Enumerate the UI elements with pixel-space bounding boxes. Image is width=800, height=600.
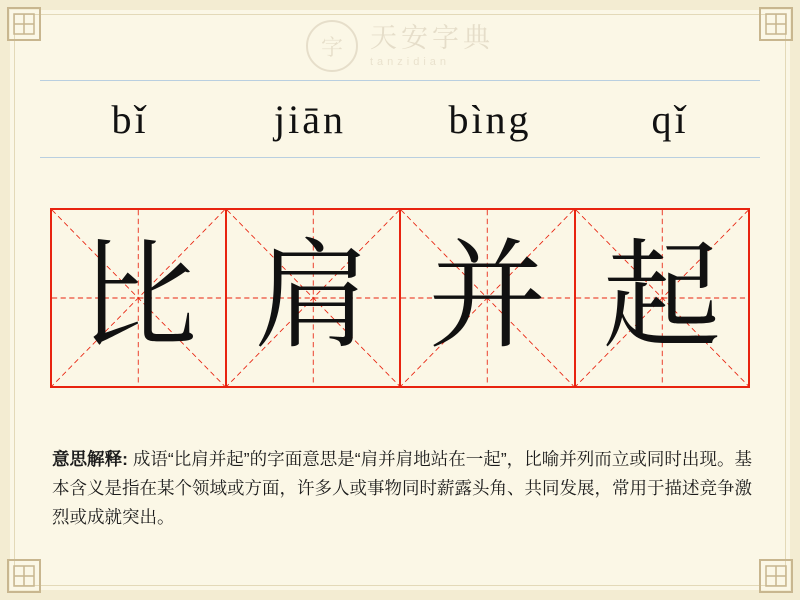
site-watermark <box>306 20 494 72</box>
corner-ornament-top-left <box>6 6 42 42</box>
corner-ornament-top-right <box>758 6 794 42</box>
character-cell-2 <box>227 210 402 386</box>
pinyin-cell-2: jiān <box>274 96 346 142</box>
explanation-label: 意思解释: <box>52 449 128 469</box>
explanation-text: 成语“比肩并起”的字面意思是“肩并肩地站在一起”，比喻并列而立或同时出现。基本含义是指在某个领域或方面，许多人或事物同时薪露头角、共同发展，常用于描述竞争激烈或成就突出。 <box>52 449 752 527</box>
corner-ornament-bottom-right <box>758 558 794 594</box>
pinyin-cell-1: bǐ <box>111 96 149 142</box>
pinyin-row <box>40 80 760 158</box>
explanation-block <box>52 445 752 532</box>
corner-ornament-bottom-left <box>6 558 42 594</box>
pinyin-cell-3: bìng <box>448 96 532 142</box>
character-2: 肩 <box>253 232 372 363</box>
watermark-text <box>370 22 494 68</box>
character-1: 比 <box>79 232 198 363</box>
character-4: 起 <box>602 232 721 363</box>
site-subtitle: tanzidian <box>370 55 451 68</box>
seal-icon: 字 <box>306 20 358 72</box>
pinyin-cell-4: qǐ <box>651 96 689 142</box>
site-title: 天安字典 <box>370 22 494 53</box>
character-cell-4 <box>576 210 749 386</box>
character-cell-3 <box>401 210 576 386</box>
character-cell-1 <box>52 210 227 386</box>
character-grid <box>50 208 750 388</box>
character-3: 并 <box>428 232 547 363</box>
